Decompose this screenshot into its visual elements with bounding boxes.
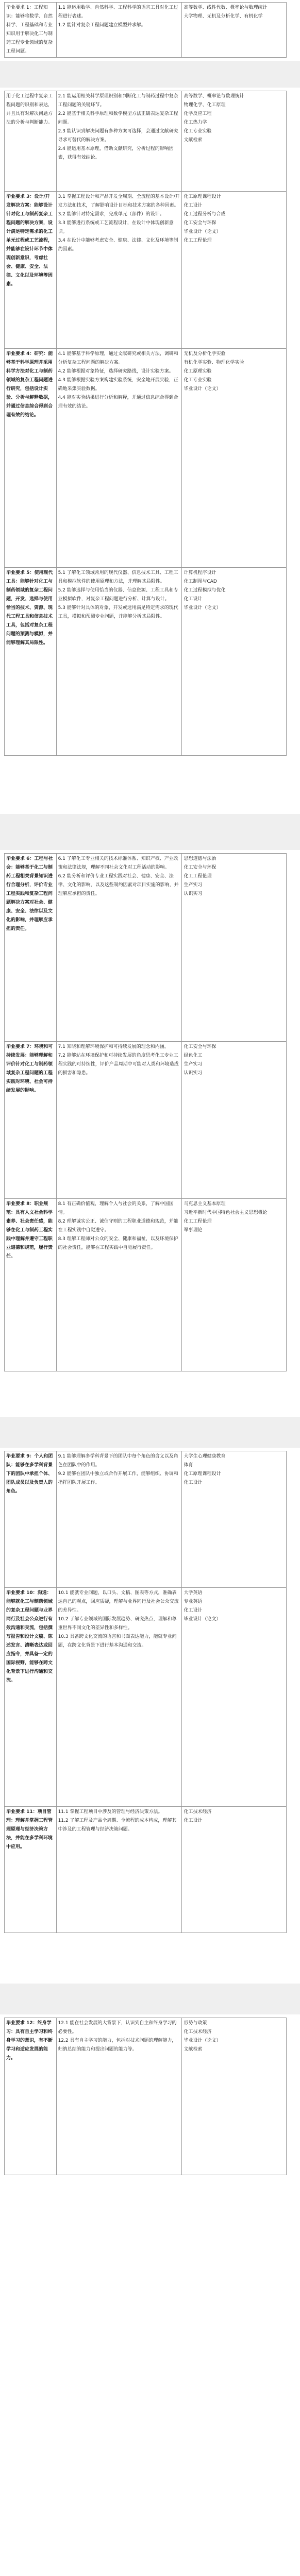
table-row: [5, 854, 287, 1042]
course-cell: 高等数学、线性代数、概率论与数理统计 大学物理、无机及分析化学、有机化学: [182, 3, 287, 58]
requirement-cell: 毕业要求 1：工程知识：能够将数学、自然科学、工程基础和专业知识用于解决化工与制药工程专业领域的复杂工程问题。: [5, 3, 57, 58]
requirement-cell: 毕业要求 7：环境和可持续发展：能够理解和评价针对化工与制药领域复杂工程问题的工程实践对环境、社会可持续发展的影响。: [5, 1042, 57, 1199]
table-row: [5, 91, 287, 192]
indicator-cell: 12.1 能在社会发展的大背景下，认识到自主和终身学习的必要性。 12.2 具有自主学习的能力，包括对技术问题的理解能力，归纳总结的能力和提出问题的能力等。: [56, 2018, 182, 2175]
table-row: [5, 1588, 287, 1807]
table-row: [5, 1451, 287, 1588]
requirement-cell: 毕业要求 5：使用现代工具：能够针对化工与制药领域的复杂工程问题，开发、选择与使用恰当的技术、资源、现代工程工具和信息技术工具，包括对复杂工程问题的预测与模拟，并能够理解其局限性。: [5, 568, 57, 756]
requirement-cell: 毕业要求 8：职业规范：具有人文社会科学素养、社会责任感，能够在化工与制药工程实践中理解并遵守工程职业道德和规范，履行责任。: [5, 1199, 57, 1371]
requirement-cell: 毕业要求 10：沟通：能够就化工与制药领域的复杂工程问题与业界同行及社会公众进行有效沟通和交流，包括撰写报告和设计文稿、陈述发言、清晰表达或回应指令，并具备一定的国际视野，能够在跨文化背景下进行沟通和交流。: [5, 1588, 57, 1807]
course-cell: 大学英语 专业英语 化工设计 毕业设计（论文）: [182, 1588, 287, 1807]
course-cell: 无机及分析化学实验 有机化学实验、物理化学实验 化工原理实验 化工专业实验 毕业设计（论文）: [182, 349, 287, 568]
course-cell: 思想道德与法治 化工安全与环保 化工工程伦理 生产实习 认识实习: [182, 854, 287, 1042]
course-cell: 大学生心理健康教育 体育 化工原理课程设计 化工设计: [182, 1451, 287, 1588]
course-cell: 形势与政策 化工技术经济 毕业设计（论文） 文献检索: [182, 2018, 287, 2175]
page-gap: [0, 1984, 300, 2014]
table-row: [5, 192, 287, 349]
indicator-cell: 9.1 能够理解多学科背景下的团队中每个角色的含义以及角色在团队中的作用。 9.2 能够在团队中独立或合作开展工作，能够组织、协调和指挥团队开展工作。: [56, 1451, 182, 1588]
table-row: [5, 1042, 287, 1199]
table-row: [5, 2018, 287, 2175]
page-gap: [0, 814, 300, 850]
requirement-cell: 毕业要求 4：研究：能够基于科学原理并采用科学方法对化工与制药领域的复杂工程问题进行研究，包括设计实验、分析与解释数据，并通过信息综合得到合理有效的结论。: [5, 349, 57, 568]
indicator-cell: 1.1 能运用数学、自然科学、工程科学的语言工具对化工过程进行表述。 1.2 能针对复杂工程问题建立模型并求解。: [56, 3, 182, 58]
table-row: [5, 1807, 287, 1933]
page-5: [0, 2014, 300, 2576]
requirement-cell: 毕业要求 6：工程与社会：能够基于化工与制药工程相关背景知识进行合理分析，评价专业工程实践和复杂工程问题解决方案对社会、健康、安全、法律以及文化的影响，并理解应承担的责任。: [5, 854, 57, 1042]
page-2: [0, 88, 300, 814]
table-row: [5, 1199, 287, 1371]
requirements-table-p2: [4, 91, 287, 756]
page-4: [0, 1448, 300, 1984]
indicator-cell: 2.1 能运用相关科学原理识别和判断化工与制药过程中复杂工程问题的关键环节。 2.2 能基于相关科学原理和数学模型方法正确表达复杂工程问题。 2.3 能认识到解决问题有多种方案可选择，会通过文献研究寻求可替代的解决方案。 2.4 能运用基本原理，借助文献研究，分析过程的影响因素，获得有效结论。: [56, 91, 182, 192]
indicator-cell: 10.1 能就专业问题，以口头、文稿、图表等方式，准确表达自己的观点，回应质疑，理解与业界同行及社会公众交流的差异性。 10.2 了解专业领域的国际发展趋势、研究热点，理解和尊重世界不同文化的差异性和多样性。 10.3 具备跨文化交流的语言和书面表达能力，能就专业问题，在跨文化背景下进行基本沟通和交流。: [56, 1588, 182, 1807]
requirement-cell: 毕业要求 3：设计/开发解决方案：能够设计针对化工与制药复杂工程问题的解决方案，设计满足特定需求的化工单元过程或工艺流程，并能够在设计环节中体现创新意识，考虑社会、健康、安全、法律、文化以及环境等因素。: [5, 192, 57, 349]
requirements-table-p4: [4, 1451, 287, 1933]
course-cell: 化工原理课程设计 化工设计 化工过程分析与合成 化工安全与环保 毕业设计（论文） 化工工程伦理: [182, 192, 287, 349]
indicator-cell: 5.1 了解化工领域常用的现代仪器、信息技术工具、工程工具和模拟软件的使用原理和方法，并理解其局限性。 5.2 能够选择与使用恰当的仪器、信息资源、工程工具和专业模拟软件，对复杂工程问题进行分析、计算与设计。 5.3 能够针对具体的对象，开发或选用满足特定需求的现代工具，模拟和预测专业问题，并能够分析其局限性。: [56, 568, 182, 756]
indicator-cell: 6.1 了解化工专业相关的技术标准体系、知识产权、产业政策和法律法规，理解不同社会文化对工程活动的影响。 6.2 能分析和评价专业工程实践对社会、健康、安全、法律、文化的影响，以及这些制约因素对项目实施的影响，并理解应承担的责任。: [56, 854, 182, 1042]
table-row: [5, 349, 287, 568]
indicator-cell: 8.1 有正确价值观，理解个人与社会的关系，了解中国国情。 8.2 理解诚实公正、诚信守则的工程职业道德和规范，并能在工程实践中自觉遵守。 8.3 理解工程师对公众的安全、健康和福祉，以及环境保护的社会责任，能够在工程实践中自觉履行责任。: [56, 1199, 182, 1371]
requirement-cell: 用于化工过程中复杂工程问题的识别和表达，并且具有对解决问题方法的分析与判断能力。: [5, 91, 57, 192]
course-cell: 化工技术经济 化工设计: [182, 1807, 287, 1933]
table-row: [5, 568, 287, 756]
requirements-table-p3: [4, 853, 287, 1371]
course-cell: 计算机程序设计 化工制图与CAD 化工过程模拟与优化 化工设计 毕业设计（论文）: [182, 568, 287, 756]
requirements-table-p1: [4, 2, 287, 58]
requirements-table-p5: [4, 2018, 287, 2175]
requirement-cell: 毕业要求 12：终身学习：具有自主学习和终身学习的意识，有不断学习和适应发展的能力。: [5, 2018, 57, 2175]
page-gap: [0, 1417, 300, 1448]
requirement-cell: 毕业要求 9：个人和团队：能够在多学科背景下的团队中承担个体、团队成员以及负责人的角色。: [5, 1451, 57, 1588]
course-cell: 化工安全与环保 绿色化工 生产实习 认识实习: [182, 1042, 287, 1199]
indicator-cell: 3.1 掌握工程设计和产品开发全周期、全流程的基本设计/开发方法和技术，了解影响设计目标和技术方案的各种因素。 3.2 能够针对特定需求，完成单元（部件）的设计。 3.3 能够进行系统或工艺流程设计，在设计中体现创新意识。 3.4 在设计中能够考虑安全、健康、法律、文化及环境等制约因素。: [56, 192, 182, 349]
indicator-cell: 11.1 掌握工程项目中涉及的管理与经济决策方法。 11.2 了解工程及产品全周期、全流程的成本构成，理解其中涉及的工程管理与经济决策问题。: [56, 1807, 182, 1933]
table-row: [5, 3, 287, 58]
page-3: [0, 850, 300, 1417]
indicator-cell: 4.1 能够基于科学原理，通过文献研究或相关方法，调研和分析复杂工程问题的解决方案。 4.2 能够根据对象特征，选择研究路线，设计实验方案。 4.3 能够根据实验方案构建实验系统，安全地开展实验，正确地采集实验数据。 4.4 能对实验结果进行分析和解释，并通过信息综合得到合理有效的结论。: [56, 349, 182, 568]
page-gap: [0, 61, 300, 88]
course-cell: 马克思主义基本原理 习近平新时代中国特色社会主义思想概论 化工工程伦理 军事理论: [182, 1199, 287, 1371]
course-cell: 高等数学、概率论与数理统计 物理化学、化工原理 化学反应工程 化工热力学 化工专业实验 文献检索: [182, 91, 287, 192]
page-1: [0, 0, 300, 61]
indicator-cell: 7.1 知晓和理解环境保护和可持续发展的理念和内涵。 7.2 能够站在环境保护和可持续发展的角度思考化工专业工程实践的可持续性，评价产品周期中可能对人类和环境造成的损害和隐患。: [56, 1042, 182, 1199]
requirement-cell: 毕业要求 11：项目管理：理解并掌握工程管理原理与经济决策方法，并能在多学科环境中应用。: [5, 1807, 57, 1933]
